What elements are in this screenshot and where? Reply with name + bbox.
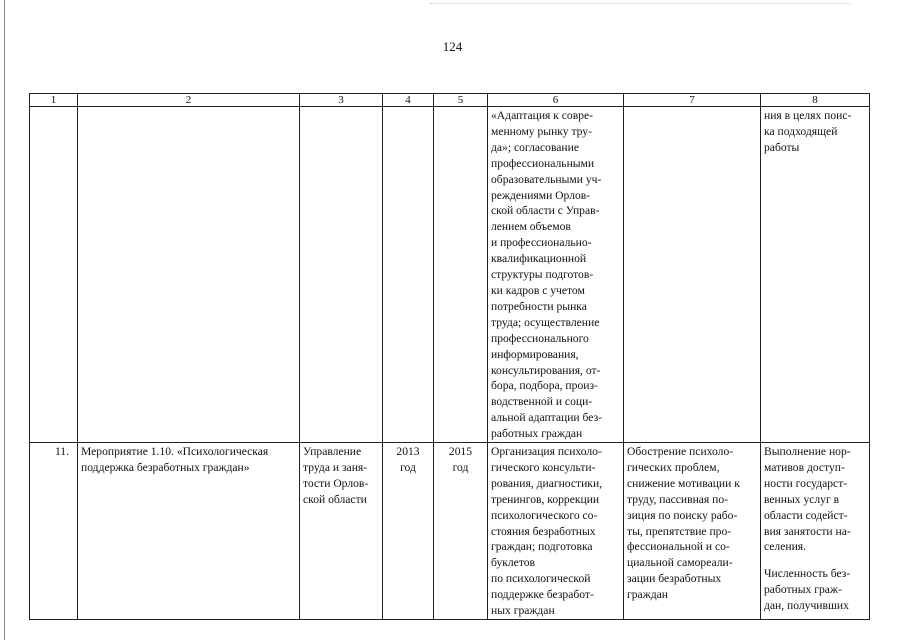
column-header-2: 2 bbox=[78, 94, 300, 107]
continuation-cell-5 bbox=[434, 107, 488, 443]
continuation-cell-4 bbox=[383, 107, 434, 443]
activity-name: Мероприятие 1.10. «Психологическая поддержка безработных граждан» bbox=[78, 443, 300, 620]
table-row-11 bbox=[30, 443, 870, 620]
target-indicators bbox=[761, 443, 870, 620]
page-number: 124 bbox=[442, 39, 463, 54]
end-year: 2015 год bbox=[434, 443, 488, 620]
column-header-6: 6 bbox=[488, 94, 624, 107]
indicator-gap bbox=[764, 555, 866, 566]
column-number-row bbox=[30, 94, 870, 107]
consequences-of-non-implementation: Обострение психоло- гических проблем, снижение мотивации к труду, пассивная по- зиция по поиску рабо- ты, препятствие про- фессиональной и со- циальной самореали- зации безработных граждан bbox=[624, 443, 761, 620]
continuation-cell-1 bbox=[30, 107, 78, 443]
continuation-cell-result: ния в целях поис- ка подходящей работы bbox=[761, 107, 870, 443]
column-header-1: 1 bbox=[30, 94, 78, 107]
indicator-text-1: Выполнение нор- мативов доступ- ности государст- венных услуг в области содейст- вия занятости на- селения. bbox=[764, 445, 851, 554]
program-table bbox=[29, 93, 870, 620]
row-number: 11. bbox=[30, 443, 78, 620]
scan-noise-line bbox=[430, 3, 850, 5]
table-row-continuation bbox=[30, 107, 870, 443]
column-header-5: 5 bbox=[434, 94, 488, 107]
activity-content: Организация психоло- гического консульти- рования, диагностики, тренингов, коррекции психологического со- стояния безработных граждан; подготовка буклетов по психологической поддержке безработ- ных граждан bbox=[488, 443, 624, 620]
continuation-cell-2 bbox=[78, 107, 300, 443]
continuation-cell-content: «Адаптация к совре- менному рынку тру- да»; согласование профессиональными образовательными уч- реждениями Орлов- ской области с Управ- лением объемов и профессионально- квалификационной структуры подготов- ки кадров с учетом потребности рынка труда; осуществление профессионального информирования, консультирования, от- бора, подбора, произ- водственной и соци- альной адаптации без- работных граждан bbox=[488, 107, 624, 443]
column-header-7: 7 bbox=[624, 94, 761, 107]
indicator-text-2: Численность без- работных граж- дан, получивших bbox=[764, 567, 851, 613]
page-left-edge bbox=[4, 0, 5, 640]
column-header-8: 8 bbox=[761, 94, 870, 107]
column-header-3: 3 bbox=[300, 94, 383, 107]
responsible-executor: Управление труда и заня- тости Орлов- ской области bbox=[300, 443, 383, 620]
column-header-4: 4 bbox=[383, 94, 434, 107]
continuation-cell-7 bbox=[624, 107, 761, 443]
continuation-cell-3 bbox=[300, 107, 383, 443]
start-year: 2013 год bbox=[383, 443, 434, 620]
